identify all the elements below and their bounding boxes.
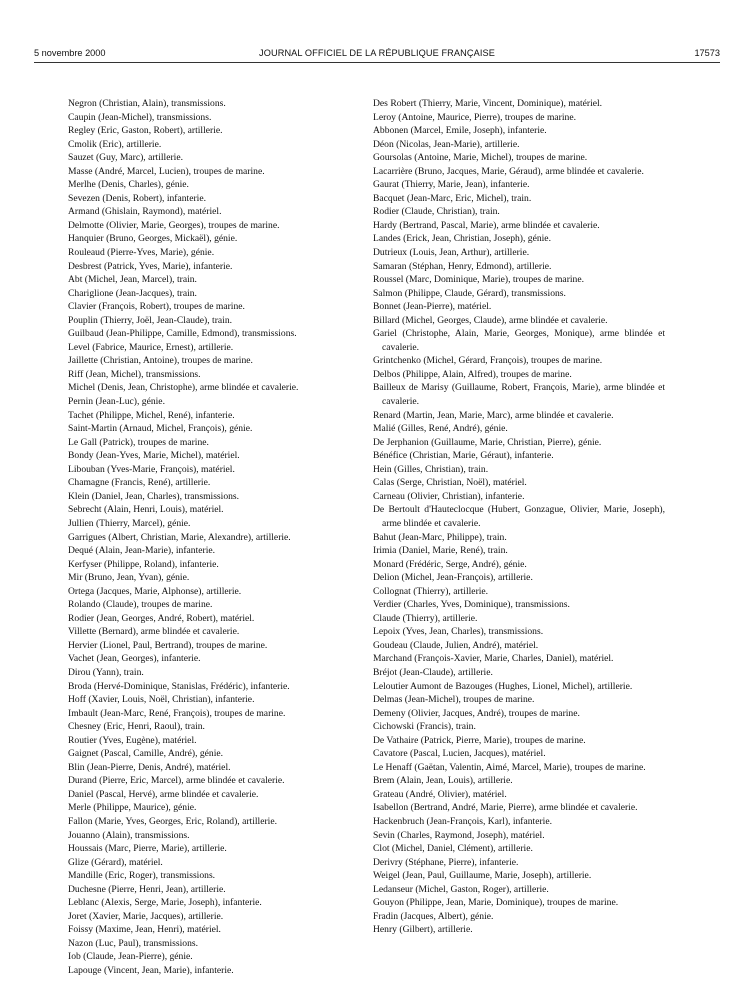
list-item: Klein (Daniel, Jean, Charles), transmissions. [68,490,240,502]
list-item: Billard (Michel, Georges, Claude), arme blindée et cavalerie. [373,314,608,326]
list-item: Collognat (Thierry), artillerie. [373,585,489,597]
list-item: Lapouge (Vincent, Jean, Marie), infanterie. [68,965,234,976]
list-item: Calas (Serge, Christian, Noël), matériel. [373,477,527,489]
list-item: Lepoix (Yves, Jean, Charles), transmissions. [373,626,544,638]
list-item: Merle (Philippe, Maurice), génie. [68,802,197,814]
list-item: Gouyon (Philippe, Jean, Marie, Dominique), troupes de marine. [373,897,619,909]
list-item: Rodier (Jean, Georges, André, Robert), matériel. [68,612,255,624]
list-item: Le Gall (Patrick), troupes de marine. [68,436,209,448]
list-item: Des Robert (Thierry, Marie, Vincent, Dominique), matériel. [373,98,603,109]
list-item: Hein (Gilles, Christian), train. [373,463,489,475]
list-item: De Bertoult d'Hauteclocque (Hubert, Gonzague, Olivier, Marie, Joseph), arme blindée et cavalerie. [373,504,665,529]
header-rule [34,62,720,63]
list-item: Chariglione (Jean-Jacques), train. [68,287,197,299]
list-item: Abt (Michel, Jean, Marcel), train. [68,274,197,286]
left-column [68,97,360,978]
list-item: Caupin (Jean-Michel), transmissions. [68,111,212,123]
list-item: Cichowski (Francis), train. [373,721,476,733]
list-item: Rodier (Claude, Christian), train. [373,206,500,218]
list-item: Le Henaff (Gaëtan, Valentin, Aimé, Marcel, Marie), troupes de marine. [373,761,646,773]
list-item: Desbrest (Patrick, Yves, Marie), infanterie. [68,260,233,272]
list-item: Hackenbruch (Jean-François, Karl), infanterie. [373,815,553,827]
list-item: Verdier (Charles, Yves, Dominique), transmissions. [373,599,570,611]
list-item: Villette (Bernard), arme blindée et cavalerie. [68,626,240,638]
list-item: Malié (Gilles, René, André), génie. [373,423,508,435]
list-item: Jouanno (Alain), transmissions. [68,829,190,841]
list-item: Mir (Bruno, Jean, Yvan), génie. [68,572,190,584]
list-item: Landes (Erick, Jean, Christian, Joseph), génie. [373,233,551,245]
list-item: Chesney (Eric, Henri, Raoul), train. [68,721,205,733]
list-item: Armand (Ghislain, Raymond), matériel. [68,206,222,218]
list-item: Kerfyser (Philippe, Roland), infanterie. [68,558,219,570]
list-item: Jullien (Thierry, Marcel), génie. [68,517,191,529]
list-item: Monard (Frédéric, Serge, André), génie. [373,558,527,570]
list-item: Level (Fabrice, Maurice, Ernest), artillerie. [68,341,234,353]
list-item: Gaurat (Thierry, Marie, Jean), infanterie. [373,179,530,191]
list-item: Hoff (Xavier, Louis, Noël, Christian), infanterie. [68,694,255,706]
list-item: Gaignet (Pascal, Camille, André), génie. [68,748,224,760]
list-item: Marchand (François-Xavier, Marie, Charles, Daniel), matériel. [373,653,614,665]
list-item: Sebrecht (Alain, Henri, Louis), matériel. [68,504,224,516]
list-item: Pernin (Jean-Luc), génie. [68,396,165,408]
list-item: Houssais (Marc, Pierre, Marie), artillerie. [68,843,227,855]
list-item: Broda (Hervé-Dominique, Stanislas, Frédéric), infanterie. [68,680,290,692]
list-item: Dequé (Alain, Jean-Marie), infanterie. [68,545,216,557]
list-item: Delmas (Jean-Michel), troupes de marine. [373,694,535,706]
list-item: Grateau (André, Olivier), matériel. [373,788,507,800]
list-item: Regley (Eric, Gaston, Robert), artillerie. [68,125,223,137]
list-item: Negron (Christian, Alain), transmissions. [68,98,226,109]
list-item: De Jerphanion (Guillaume, Marie, Christian, Pierre), génie. [373,436,602,448]
list-item: Claude (Thierry), artillerie. [373,612,478,624]
list-item: Rouleaud (Pierre-Yves, Marie), génie. [68,247,215,259]
list-item: Bréjot (Jean-Claude), artillerie. [373,666,493,678]
list-item: Ledanseur (Michel, Gaston, Roger), artillerie. [373,883,549,895]
right-column [373,97,665,937]
list-item: Renard (Martin, Jean, Marie, Marc), arme blindée et cavalerie. [373,409,614,421]
list-item: Leloutier Aumont de Bazouges (Hughes, Lionel, Michel), artillerie. [373,680,633,692]
list-item: Rolando (Claude), troupes de marine. [68,599,213,611]
list-item: Duchesne (Pierre, Henri, Jean), artillerie. [68,883,226,895]
list-item: Sevezen (Denis, Robert), infanterie. [68,192,206,204]
list-item: Daniel (Pascal, Hervé), arme blindée et cavalerie. [68,788,259,800]
list-item: Sauzet (Guy, Marc), artillerie. [68,152,183,164]
list-item: Carneau (Olivier, Christian), infanterie. [373,490,525,502]
list-item: Iob (Claude, Jean-Pierre), génie. [68,951,193,963]
list-item: Hanquier (Bruno, Georges, Mickaël), génie. [68,233,238,245]
list-item: Goursolas (Antoine, Marie, Michel), troupes de marine. [373,152,588,164]
list-item: Libouban (Yves-Marie, François), matériel. [68,463,235,475]
list-item: Cmolik (Eric), artillerie. [68,138,162,150]
journal-title: JOURNAL OFFICIEL DE LA RÉPUBLIQUE FRANÇAISE [259,48,495,58]
list-item: Routier (Yves, Eugène), matériel. [68,734,197,746]
list-item: Merlhe (Denis, Charles), génie. [68,179,189,191]
list-item: Hardy (Bertrand, Pascal, Marie), arme blindée et cavalerie. [373,219,600,231]
list-item: Ortega (Jacques, Marie, Alphonse), artillerie. [68,585,242,597]
list-item: Derivry (Stéphane, Pierre), infanterie. [373,856,519,868]
list-item: Riff (Jean, Michel), transmissions. [68,368,201,380]
page-number: 17573 [694,48,720,58]
list-item: Durand (Pierre, Eric, Marcel), arme blindée et cavalerie. [68,775,285,787]
list-item: Foissy (Maxime, Jean, Henri), matériel. [68,924,221,936]
list-item: Nazon (Luc, Paul), transmissions. [68,937,199,949]
list-item: Blin (Jean-Pierre, Denis, André), matériel. [68,761,231,773]
list-item: Irimia (Daniel, Marie, René), train. [373,545,508,557]
list-item: Chamagne (Francis, René), artillerie. [68,477,211,489]
list-item: Brem (Alain, Jean, Louis), artillerie. [373,775,513,787]
page-header [34,48,720,62]
list-item: Guilbaud (Jean-Philippe, Camille, Edmond), transmissions. [68,328,297,340]
list-item: Dutrieux (Louis, Jean, Arthur), artillerie. [373,247,530,259]
list-item: Bénéfice (Christian, Marie, Géraut), infanterie. [373,450,554,462]
list-item: Vachet (Jean, Georges), infanterie. [68,653,201,665]
list-item: Cavatore (Pascal, Lucien, Jacques), matériel. [373,748,546,760]
list-item: Mandille (Eric, Roger), transmissions. [68,870,216,882]
list-item: Delbos (Philippe, Alain, Alfred), troupes de marine. [373,368,572,380]
list-item: Clavier (François, Robert), troupes de marine. [68,301,245,313]
list-item: Hervier (Lionel, Paul, Bertrand), troupes de marine. [68,639,268,651]
list-item: Bacquet (Jean-Marc, Eric, Michel), train. [373,192,532,204]
list-item: Bahut (Jean-Marc, Philippe), train. [373,531,507,543]
list-item: Dirou (Yann), train. [68,666,144,678]
list-item: Lacarrière (Bruno, Jacques, Marie, Géraud), arme blindée et cavalerie. [373,165,644,177]
list-item: Masse (André, Marcel, Lucien), troupes de marine. [68,165,265,177]
publication-date: 5 novembre 2000 [34,48,106,58]
list-item: Garrigues (Albert, Christian, Marie, Alexandre), artillerie. [68,531,291,543]
list-item: Clot (Michel, Daniel, Clément), artillerie. [373,843,533,855]
list-item: Delion (Michel, Jean-François), artillerie. [373,572,533,584]
list-item: Henry (Gilbert), artillerie. [373,924,473,936]
list-item: Joret (Xavier, Marie, Jacques), artillerie. [68,910,224,922]
list-item: Fradin (Jacques, Albert), génie. [373,910,494,922]
list-item: Goudeau (Claude, Julien, André), matériel. [373,639,539,651]
list-item: Leblanc (Alexis, Serge, Marie, Joseph), infanterie. [68,897,262,909]
list-item: Sevin (Charles, Raymond, Joseph), matériel. [373,829,545,841]
list-item: Salmon (Philippe, Claude, Gérard), transmissions. [373,287,566,299]
list-item: Leroy (Antoine, Maurice, Pierre), troupes de marine. [373,111,576,123]
list-item: Samaran (Stéphan, Henry, Edmond), artillerie. [373,260,552,272]
list-item: Michel (Denis, Jean, Christophe), arme blindée et cavalerie. [68,382,299,394]
list-item: Fallon (Marie, Yves, Georges, Eric, Roland), artillerie. [68,815,277,827]
list-item: Imbault (Jean-Marc, René, François), troupes de marine. [68,707,286,719]
list-item: De Vathaire (Patrick, Pierre, Marie), troupes de marine. [373,734,586,746]
list-item: Grintchenko (Michel, Gérard, François), troupes de marine. [373,355,603,367]
list-item: Weigel (Jean, Paul, Guillaume, Marie, Joseph), artillerie. [373,870,592,882]
list-item: Gariel (Christophe, Alain, Marie, Georges, Monique), arme blindée et cavalerie. [373,328,665,353]
list-item: Bondy (Jean-Yves, Marie, Michel), matériel. [68,450,240,462]
list-item: Roussel (Marc, Dominique, Marie), troupes de marine. [373,274,585,286]
list-item: Glize (Gérard), matériel. [68,856,163,868]
list-item: Bonnet (Jean-Pierre), matériel. [373,301,492,313]
list-item: Jaillette (Christian, Antoine), troupes de marine. [68,355,253,367]
list-item: Saint-Martin (Arnaud, Michel, François), génie. [68,423,253,435]
list-item: Isabellon (Bertrand, André, Marie, Pierre), arme blindée et cavalerie. [373,802,638,814]
list-item: Delmotte (Olivier, Marie, Georges), troupes de marine. [68,219,280,231]
list-item: Demeny (Olivier, Jacques, André), troupes de marine. [373,707,580,719]
list-item: Abbonen (Marcel, Emile, Joseph), infanterie. [373,125,547,137]
list-item: Bailleux de Marisy (Guillaume, Robert, François, Marie), arme blindée et cavalerie. [373,382,665,408]
list-item: Tachet (Philippe, Michel, René), infanterie. [68,409,235,421]
list-item: Déon (Nicolas, Jean-Marie), artillerie. [373,138,520,150]
list-item: Pouplin (Thierry, Joël, Jean-Claude), train. [68,314,233,326]
